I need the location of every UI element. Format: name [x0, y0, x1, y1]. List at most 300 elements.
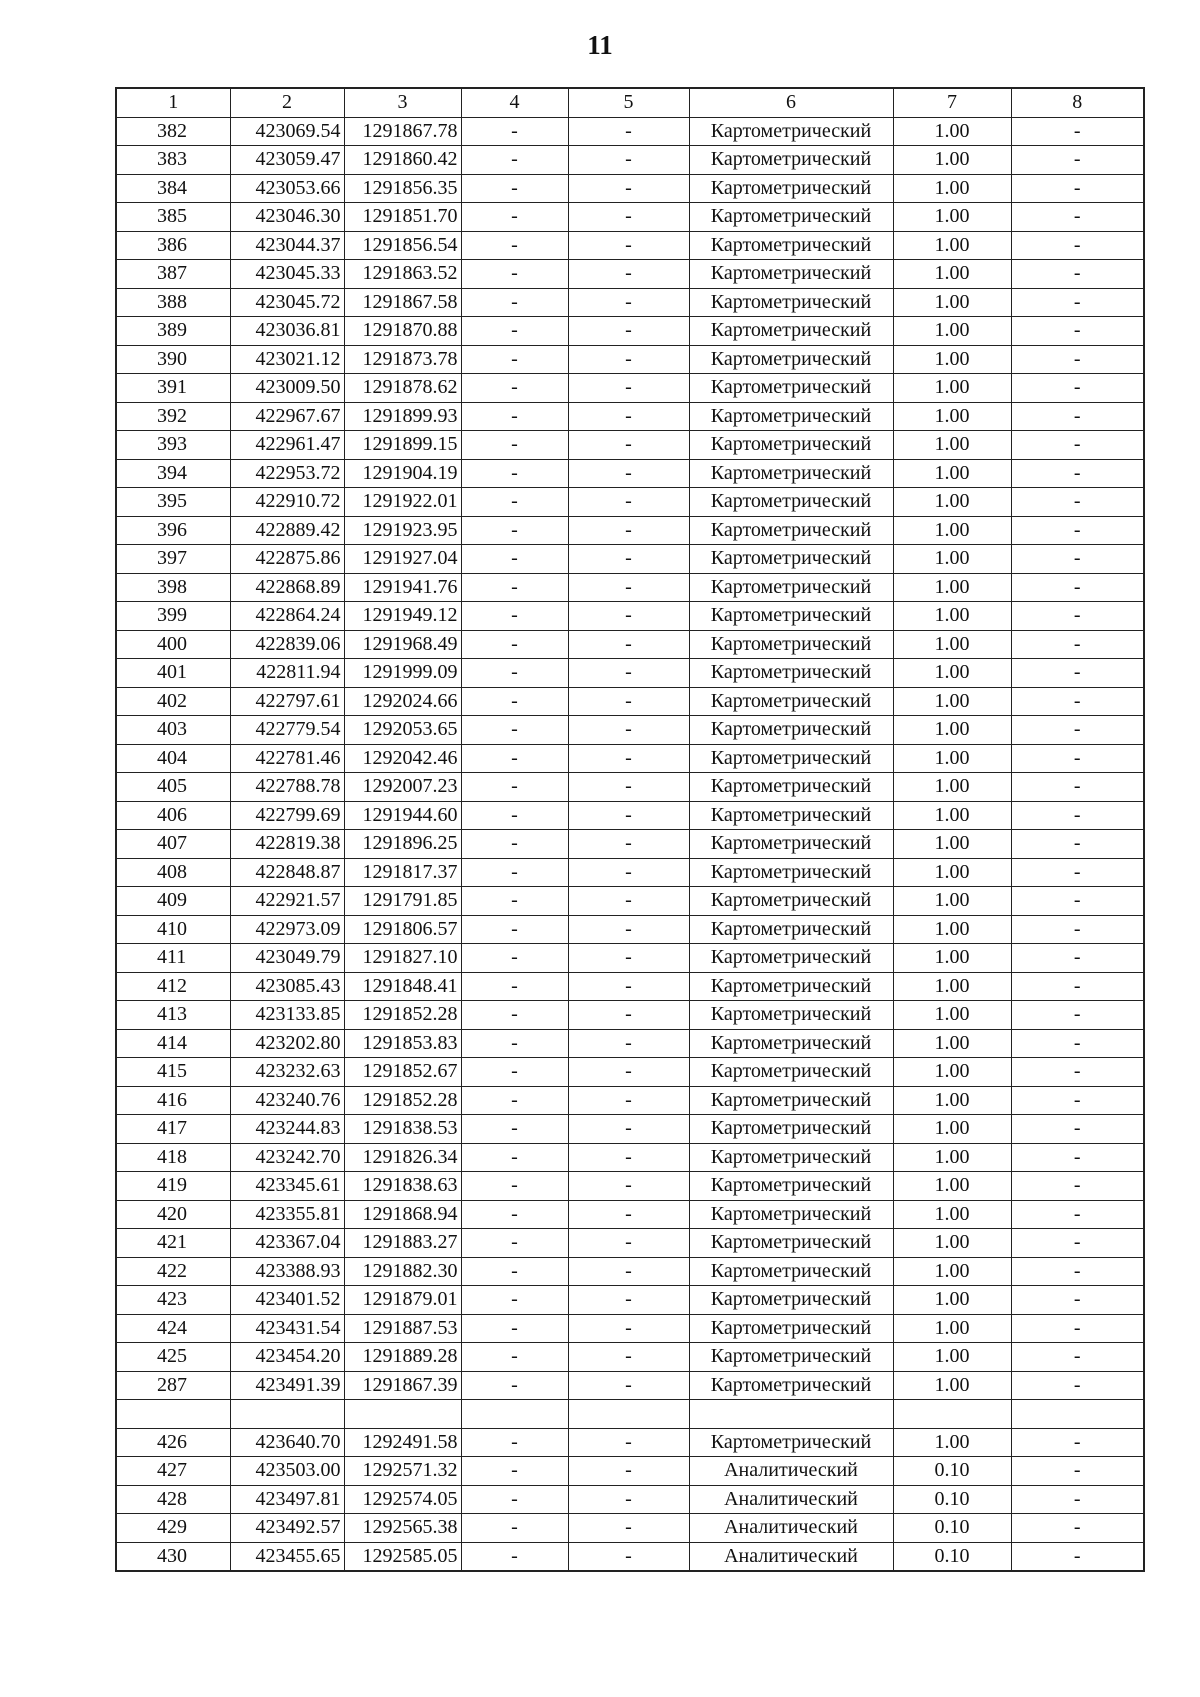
table-row [116, 716, 1144, 745]
y-coordinate-cell: 1291806.57 [344, 915, 461, 944]
col4-cell: - [461, 773, 568, 802]
accuracy-cell: 1.00 [893, 1086, 1011, 1115]
method-cell: Картометрический [689, 944, 893, 973]
point-number-cell: 403 [116, 716, 230, 745]
point-number-cell: 414 [116, 1029, 230, 1058]
method-cell: Картометрический [689, 915, 893, 944]
y-coordinate-cell: 1291873.78 [344, 345, 461, 374]
y-coordinate-cell: 1292024.66 [344, 687, 461, 716]
point-number-cell: 399 [116, 602, 230, 631]
y-coordinate-cell: 1291870.88 [344, 317, 461, 346]
table-row [116, 1058, 1144, 1087]
table-row [116, 1457, 1144, 1486]
x-coordinate-cell: 423367.04 [230, 1229, 344, 1258]
table-row [116, 744, 1144, 773]
col8-cell: - [1011, 203, 1144, 232]
accuracy-cell: 1.00 [893, 402, 1011, 431]
col5-cell: - [568, 887, 689, 916]
col8-cell: - [1011, 887, 1144, 916]
accuracy-cell: 1.00 [893, 345, 1011, 374]
point-number-cell: 410 [116, 915, 230, 944]
point-number-cell: 406 [116, 801, 230, 830]
y-coordinate-cell: 1292053.65 [344, 716, 461, 745]
col5-cell: - [568, 117, 689, 146]
col4-cell: - [461, 744, 568, 773]
method-cell: Картометрический [689, 146, 893, 175]
point-number-cell: 385 [116, 203, 230, 232]
col8-cell: - [1011, 1457, 1144, 1486]
col5-cell: - [568, 374, 689, 403]
col4-cell [461, 1400, 568, 1429]
x-coordinate-cell: 422848.87 [230, 858, 344, 887]
y-coordinate-cell: 1292042.46 [344, 744, 461, 773]
col5-cell: - [568, 773, 689, 802]
point-number-cell: 401 [116, 659, 230, 688]
column-header: 1 [116, 88, 230, 117]
col4-cell: - [461, 1029, 568, 1058]
method-cell: Аналитический [689, 1542, 893, 1571]
accuracy-cell: 1.00 [893, 716, 1011, 745]
method-cell: Картометрический [689, 972, 893, 1001]
col8-cell: - [1011, 1514, 1144, 1543]
col5-cell: - [568, 1229, 689, 1258]
accuracy-cell: 1.00 [893, 1029, 1011, 1058]
y-coordinate-cell: 1292565.38 [344, 1514, 461, 1543]
y-coordinate-cell: 1291944.60 [344, 801, 461, 830]
col8-cell: - [1011, 1115, 1144, 1144]
point-number-cell: 396 [116, 516, 230, 545]
y-coordinate-cell: 1291867.58 [344, 288, 461, 317]
x-coordinate-cell: 422864.24 [230, 602, 344, 631]
table-row [116, 174, 1144, 203]
table-row [116, 1229, 1144, 1258]
col8-cell: - [1011, 1286, 1144, 1315]
accuracy-cell: 1.00 [893, 630, 1011, 659]
x-coordinate-cell: 423455.65 [230, 1542, 344, 1571]
method-cell: Картометрический [689, 830, 893, 859]
x-coordinate-cell: 423009.50 [230, 374, 344, 403]
accuracy-cell: 0.10 [893, 1457, 1011, 1486]
x-coordinate-cell: 422953.72 [230, 459, 344, 488]
col5-cell: - [568, 915, 689, 944]
y-coordinate-cell: 1291889.28 [344, 1343, 461, 1372]
table-row [116, 602, 1144, 631]
method-cell: Картометрический [689, 288, 893, 317]
accuracy-cell: 1.00 [893, 915, 1011, 944]
y-coordinate-cell: 1291923.95 [344, 516, 461, 545]
x-coordinate-cell: 422961.47 [230, 431, 344, 460]
table-body [116, 117, 1144, 1571]
point-number-cell: 402 [116, 687, 230, 716]
y-coordinate-cell: 1292574.05 [344, 1485, 461, 1514]
x-coordinate-cell: 423059.47 [230, 146, 344, 175]
col5-cell: - [568, 1143, 689, 1172]
col5-cell: - [568, 516, 689, 545]
table-row [116, 687, 1144, 716]
table-row [116, 516, 1144, 545]
table-row [116, 288, 1144, 317]
col5-cell: - [568, 459, 689, 488]
col4-cell: - [461, 687, 568, 716]
point-number-cell: 388 [116, 288, 230, 317]
x-coordinate-cell: 423133.85 [230, 1001, 344, 1030]
x-coordinate-cell: 423069.54 [230, 117, 344, 146]
y-coordinate-cell: 1291856.54 [344, 231, 461, 260]
accuracy-cell [893, 1400, 1011, 1429]
col8-cell: - [1011, 1542, 1144, 1571]
table-row [116, 260, 1144, 289]
col8-cell: - [1011, 1058, 1144, 1087]
point-number-cell: 383 [116, 146, 230, 175]
table-row [116, 1371, 1144, 1400]
point-number-cell: 407 [116, 830, 230, 859]
x-coordinate-cell: 423046.30 [230, 203, 344, 232]
accuracy-cell: 1.00 [893, 573, 1011, 602]
col8-cell: - [1011, 317, 1144, 346]
method-cell: Картометрический [689, 402, 893, 431]
col5-cell: - [568, 1200, 689, 1229]
table-row [116, 117, 1144, 146]
accuracy-cell: 1.00 [893, 972, 1011, 1001]
col4-cell: - [461, 317, 568, 346]
col4-cell: - [461, 1314, 568, 1343]
col4-cell: - [461, 1514, 568, 1543]
x-coordinate-cell: 423401.52 [230, 1286, 344, 1315]
col5-cell: - [568, 345, 689, 374]
point-number-cell: 404 [116, 744, 230, 773]
y-coordinate-cell: 1291883.27 [344, 1229, 461, 1258]
column-header: 3 [344, 88, 461, 117]
col8-cell: - [1011, 716, 1144, 745]
method-cell: Картометрический [689, 1343, 893, 1372]
col5-cell: - [568, 716, 689, 745]
col8-cell: - [1011, 1172, 1144, 1201]
accuracy-cell: 0.10 [893, 1514, 1011, 1543]
x-coordinate-cell: 422839.06 [230, 630, 344, 659]
y-coordinate-cell [344, 1400, 461, 1429]
method-cell: Картометрический [689, 602, 893, 631]
table-row [116, 573, 1144, 602]
col5-cell: - [568, 1286, 689, 1315]
y-coordinate-cell: 1291949.12 [344, 602, 461, 631]
col8-cell: - [1011, 687, 1144, 716]
accuracy-cell: 1.00 [893, 1115, 1011, 1144]
point-number-cell: 413 [116, 1001, 230, 1030]
col8-cell: - [1011, 744, 1144, 773]
y-coordinate-cell: 1291860.42 [344, 146, 461, 175]
y-coordinate-cell: 1292491.58 [344, 1428, 461, 1457]
table-row [116, 1343, 1144, 1372]
col4-cell: - [461, 431, 568, 460]
table-row [116, 1001, 1144, 1030]
col8-cell: - [1011, 459, 1144, 488]
col5-cell: - [568, 1371, 689, 1400]
x-coordinate-cell: 423244.83 [230, 1115, 344, 1144]
accuracy-cell: 1.00 [893, 1371, 1011, 1400]
col8-cell: - [1011, 1371, 1144, 1400]
y-coordinate-cell: 1291852.28 [344, 1001, 461, 1030]
method-cell: Картометрический [689, 117, 893, 146]
col5-cell: - [568, 1514, 689, 1543]
table-row [116, 545, 1144, 574]
col4-cell: - [461, 602, 568, 631]
table-row [116, 972, 1144, 1001]
point-number-cell: 390 [116, 345, 230, 374]
table-row [116, 1314, 1144, 1343]
column-header: 5 [568, 88, 689, 117]
col4-cell: - [461, 1229, 568, 1258]
x-coordinate-cell: 422875.86 [230, 545, 344, 574]
col5-cell [568, 1400, 689, 1429]
table-row [116, 1029, 1144, 1058]
col4-cell: - [461, 516, 568, 545]
col4-cell: - [461, 972, 568, 1001]
table-row [116, 1485, 1144, 1514]
table-row [116, 488, 1144, 517]
col5-cell: - [568, 231, 689, 260]
method-cell: Картометрический [689, 1428, 893, 1457]
col4-cell: - [461, 1058, 568, 1087]
table-row [116, 915, 1144, 944]
col5-cell: - [568, 402, 689, 431]
table-row [116, 1257, 1144, 1286]
point-number-cell: 421 [116, 1229, 230, 1258]
accuracy-cell: 1.00 [893, 887, 1011, 916]
col4-cell: - [461, 915, 568, 944]
y-coordinate-cell: 1291851.70 [344, 203, 461, 232]
table-row [116, 231, 1144, 260]
col5-cell: - [568, 1172, 689, 1201]
col8-cell: - [1011, 1343, 1144, 1372]
col4-cell: - [461, 716, 568, 745]
point-number-cell: 415 [116, 1058, 230, 1087]
col5-cell: - [568, 1485, 689, 1514]
col8-cell: - [1011, 1257, 1144, 1286]
col4-cell: - [461, 1457, 568, 1486]
point-number-cell: 408 [116, 858, 230, 887]
accuracy-cell: 1.00 [893, 1143, 1011, 1172]
col8-cell: - [1011, 288, 1144, 317]
point-number-cell: 411 [116, 944, 230, 973]
col5-cell: - [568, 174, 689, 203]
method-cell: Картометрический [689, 431, 893, 460]
col5-cell: - [568, 317, 689, 346]
table-row [116, 459, 1144, 488]
col5-cell: - [568, 659, 689, 688]
point-number-cell: 428 [116, 1485, 230, 1514]
col5-cell: - [568, 260, 689, 289]
x-coordinate-cell: 423492.57 [230, 1514, 344, 1543]
point-number-cell: 393 [116, 431, 230, 460]
method-cell: Картометрический [689, 887, 893, 916]
col4-cell: - [461, 830, 568, 859]
col5-cell: - [568, 830, 689, 859]
col4-cell: - [461, 1371, 568, 1400]
col4-cell: - [461, 203, 568, 232]
accuracy-cell: 1.00 [893, 260, 1011, 289]
col5-cell: - [568, 146, 689, 175]
x-coordinate-cell: 423202.80 [230, 1029, 344, 1058]
table-row [116, 1542, 1144, 1571]
x-coordinate-cell: 423242.70 [230, 1143, 344, 1172]
col4-cell: - [461, 545, 568, 574]
col5-cell: - [568, 545, 689, 574]
page-number: 11 [587, 30, 613, 60]
col5-cell: - [568, 288, 689, 317]
x-coordinate-cell: 423240.76 [230, 1086, 344, 1115]
method-cell: Картометрический [689, 203, 893, 232]
col8-cell: - [1011, 146, 1144, 175]
point-number-cell: 425 [116, 1343, 230, 1372]
y-coordinate-cell: 1291848.41 [344, 972, 461, 1001]
col5-cell: - [568, 972, 689, 1001]
table-row [116, 1172, 1144, 1201]
col4-cell: - [461, 1257, 568, 1286]
accuracy-cell: 1.00 [893, 1058, 1011, 1087]
col4-cell: - [461, 801, 568, 830]
point-number-cell: 422 [116, 1257, 230, 1286]
col4-cell: - [461, 944, 568, 973]
table-row [116, 1428, 1144, 1457]
accuracy-cell: 1.00 [893, 744, 1011, 773]
table-row [116, 858, 1144, 887]
col5-cell: - [568, 1457, 689, 1486]
method-cell: Картометрический [689, 630, 893, 659]
method-cell: Картометрический [689, 459, 893, 488]
table-row [116, 1514, 1144, 1543]
y-coordinate-cell: 1292585.05 [344, 1542, 461, 1571]
accuracy-cell: 1.00 [893, 231, 1011, 260]
table-row [116, 1200, 1144, 1229]
table-row-blank [116, 1400, 1144, 1429]
point-number-cell [116, 1400, 230, 1429]
accuracy-cell: 1.00 [893, 317, 1011, 346]
point-number-cell: 392 [116, 402, 230, 431]
column-header: 6 [689, 88, 893, 117]
x-coordinate-cell: 423085.43 [230, 972, 344, 1001]
col5-cell: - [568, 1428, 689, 1457]
col5-cell: - [568, 630, 689, 659]
column-header: 4 [461, 88, 568, 117]
accuracy-cell: 1.00 [893, 431, 1011, 460]
method-cell: Картометрический [689, 545, 893, 574]
point-number-cell: 409 [116, 887, 230, 916]
point-number-cell: 398 [116, 573, 230, 602]
method-cell: Картометрический [689, 659, 893, 688]
method-cell: Картометрический [689, 1229, 893, 1258]
x-coordinate-cell: 423044.37 [230, 231, 344, 260]
table-row [116, 146, 1144, 175]
column-header: 8 [1011, 88, 1144, 117]
y-coordinate-cell: 1292007.23 [344, 773, 461, 802]
accuracy-cell: 0.10 [893, 1485, 1011, 1514]
x-coordinate-cell: 422889.42 [230, 516, 344, 545]
x-coordinate-cell: 423431.54 [230, 1314, 344, 1343]
accuracy-cell: 1.00 [893, 488, 1011, 517]
x-coordinate-cell: 422811.94 [230, 659, 344, 688]
col8-cell: - [1011, 1143, 1144, 1172]
x-coordinate-cell: 422819.38 [230, 830, 344, 859]
col5-cell: - [568, 1542, 689, 1571]
point-number-cell: 386 [116, 231, 230, 260]
accuracy-cell: 1.00 [893, 1200, 1011, 1229]
col8-cell: - [1011, 1029, 1144, 1058]
col8-cell: - [1011, 174, 1144, 203]
method-cell: Картометрический [689, 801, 893, 830]
point-number-cell: 423 [116, 1286, 230, 1315]
col4-cell: - [461, 573, 568, 602]
col8-cell: - [1011, 972, 1144, 1001]
x-coordinate-cell: 422788.78 [230, 773, 344, 802]
x-coordinate-cell: 422781.46 [230, 744, 344, 773]
x-coordinate-cell: 423049.79 [230, 944, 344, 973]
col5-cell: - [568, 1343, 689, 1372]
method-cell: Картометрический [689, 488, 893, 517]
table-row [116, 1086, 1144, 1115]
method-cell: Картометрический [689, 516, 893, 545]
table-row [116, 630, 1144, 659]
col4-cell: - [461, 1485, 568, 1514]
y-coordinate-cell: 1292571.32 [344, 1457, 461, 1486]
col5-cell: - [568, 1058, 689, 1087]
x-coordinate-cell: 422779.54 [230, 716, 344, 745]
y-coordinate-cell: 1291863.52 [344, 260, 461, 289]
col4-cell: - [461, 288, 568, 317]
point-number-cell: 394 [116, 459, 230, 488]
col8-cell: - [1011, 117, 1144, 146]
method-cell: Картометрический [689, 1172, 893, 1201]
col4-cell: - [461, 459, 568, 488]
point-number-cell: 405 [116, 773, 230, 802]
y-coordinate-cell: 1291853.83 [344, 1029, 461, 1058]
y-coordinate-cell: 1291856.35 [344, 174, 461, 203]
method-cell [689, 1400, 893, 1429]
accuracy-cell: 1.00 [893, 516, 1011, 545]
col5-cell: - [568, 602, 689, 631]
column-header: 7 [893, 88, 1011, 117]
method-cell: Картометрический [689, 345, 893, 374]
y-coordinate-cell: 1291904.19 [344, 459, 461, 488]
accuracy-cell: 1.00 [893, 659, 1011, 688]
col4-cell: - [461, 345, 568, 374]
y-coordinate-cell: 1291867.78 [344, 117, 461, 146]
x-coordinate-cell: 423021.12 [230, 345, 344, 374]
col4-cell: - [461, 1115, 568, 1144]
col5-cell: - [568, 431, 689, 460]
x-coordinate-cell: 423388.93 [230, 1257, 344, 1286]
col8-cell: - [1011, 345, 1144, 374]
col8-cell: - [1011, 830, 1144, 859]
col4-cell: - [461, 402, 568, 431]
col4-cell: - [461, 1200, 568, 1229]
col8-cell: - [1011, 1200, 1144, 1229]
point-number-cell: 395 [116, 488, 230, 517]
col5-cell: - [568, 488, 689, 517]
method-cell: Картометрический [689, 374, 893, 403]
col5-cell: - [568, 573, 689, 602]
col8-cell: - [1011, 488, 1144, 517]
accuracy-cell: 1.00 [893, 545, 1011, 574]
col4-cell: - [461, 1343, 568, 1372]
col8-cell: - [1011, 801, 1144, 830]
x-coordinate-cell: 423045.72 [230, 288, 344, 317]
y-coordinate-cell: 1291999.09 [344, 659, 461, 688]
col8-cell: - [1011, 516, 1144, 545]
x-coordinate-cell [230, 1400, 344, 1429]
accuracy-cell: 1.00 [893, 830, 1011, 859]
y-coordinate-cell: 1291878.62 [344, 374, 461, 403]
table-row [116, 1115, 1144, 1144]
